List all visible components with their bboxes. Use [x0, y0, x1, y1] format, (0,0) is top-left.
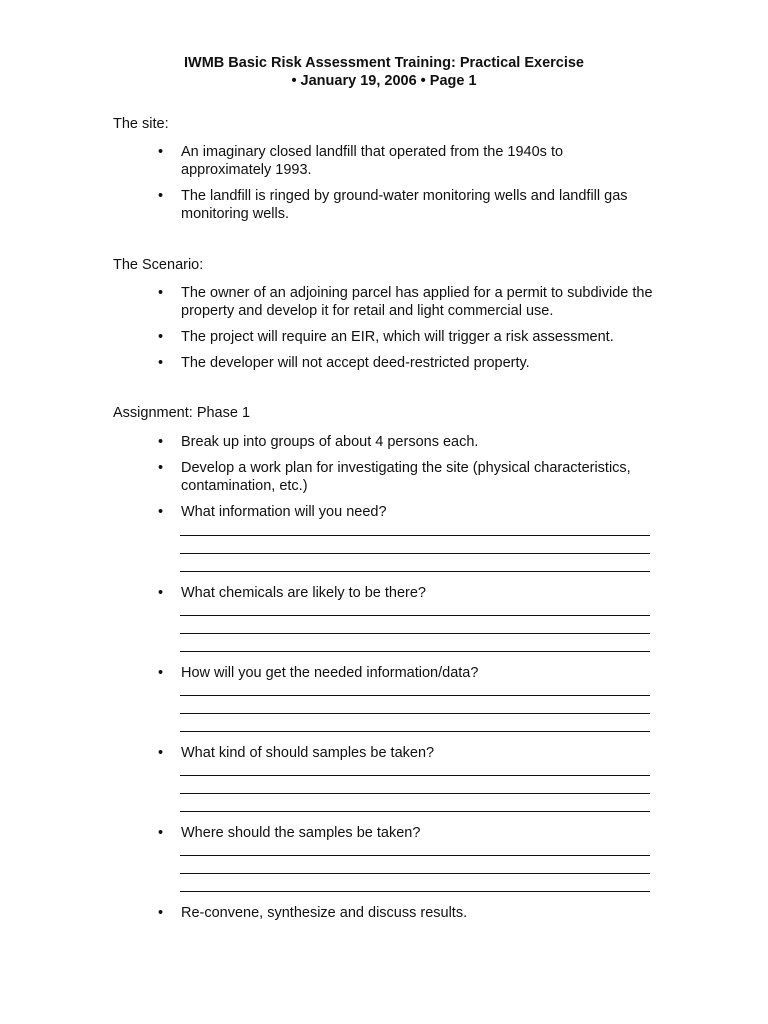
section-label-site: The site:: [113, 116, 169, 132]
list-item-text: What information will you need?: [181, 504, 387, 520]
bullet-icon: •: [158, 504, 164, 520]
answer-line[interactable]: [180, 873, 650, 874]
bullet-icon: •: [158, 144, 164, 160]
list-item-text: Where should the samples be taken?: [181, 825, 421, 841]
list-item-text: Re-convene, synthesize and discuss results.: [181, 905, 468, 921]
document-header: [0, 54, 768, 90]
answer-line[interactable]: [180, 891, 650, 892]
bullet-icon: •: [158, 434, 164, 450]
answer-line[interactable]: [180, 553, 650, 554]
bullet-icon: •: [158, 355, 164, 371]
answer-line[interactable]: [180, 695, 650, 696]
bullet-icon: •: [158, 745, 164, 761]
list-item-text: What kind of should samples be taken?: [181, 745, 435, 761]
list-item-text: The landfill is ringed by ground-water monitoring wells and landfill gas monitoring wells.: [181, 188, 628, 222]
bullet-icon: •: [158, 665, 164, 681]
bullet-icon: •: [158, 285, 164, 301]
list-item-text: An imaginary closed landfill that operated from the 1940s to approximately 1993.: [181, 144, 564, 178]
bullet-icon: •: [158, 905, 164, 921]
answer-line[interactable]: [180, 811, 650, 812]
section-label-scenario: The Scenario:: [113, 257, 204, 273]
document-title: IWMB Basic Risk Assessment Training: Practical Exercise: [184, 55, 584, 71]
answer-line[interactable]: [180, 855, 650, 856]
list-item-text: Develop a work plan for investigating the site (physical characteristics, contamination, etc.): [181, 460, 631, 494]
document-subtitle: • January 19, 2006 • Page 1: [291, 73, 477, 89]
list-item-text: What chemicals are likely to be there?: [181, 585, 426, 601]
list-item-text: The owner of an adjoining parcel has applied for a permit to subdivide the property and develop it for retail and light commercial use.: [181, 285, 653, 319]
answer-line[interactable]: [180, 793, 650, 794]
list-item-text: The project will require an EIR, which will trigger a risk assessment.: [181, 329, 614, 345]
list-item-text: The developer will not accept deed-restricted property.: [181, 355, 530, 371]
bullet-icon: •: [158, 460, 164, 476]
answer-line[interactable]: [180, 775, 650, 776]
answer-line[interactable]: [180, 615, 650, 616]
list-item-text: Break up into groups of about 4 persons each.: [181, 434, 479, 450]
answer-line[interactable]: [180, 571, 650, 572]
bullet-icon: •: [158, 329, 164, 345]
answer-line[interactable]: [180, 731, 650, 732]
bullet-icon: •: [158, 825, 164, 841]
bullet-icon: •: [158, 188, 164, 204]
bullet-icon: •: [158, 585, 164, 601]
answer-line[interactable]: [180, 633, 650, 634]
list-item-text: How will you get the needed information/data?: [181, 665, 479, 681]
answer-line[interactable]: [180, 651, 650, 652]
section-label-assignment: Assignment: Phase 1: [113, 405, 251, 421]
answer-line[interactable]: [180, 713, 650, 714]
answer-line[interactable]: [180, 535, 650, 536]
